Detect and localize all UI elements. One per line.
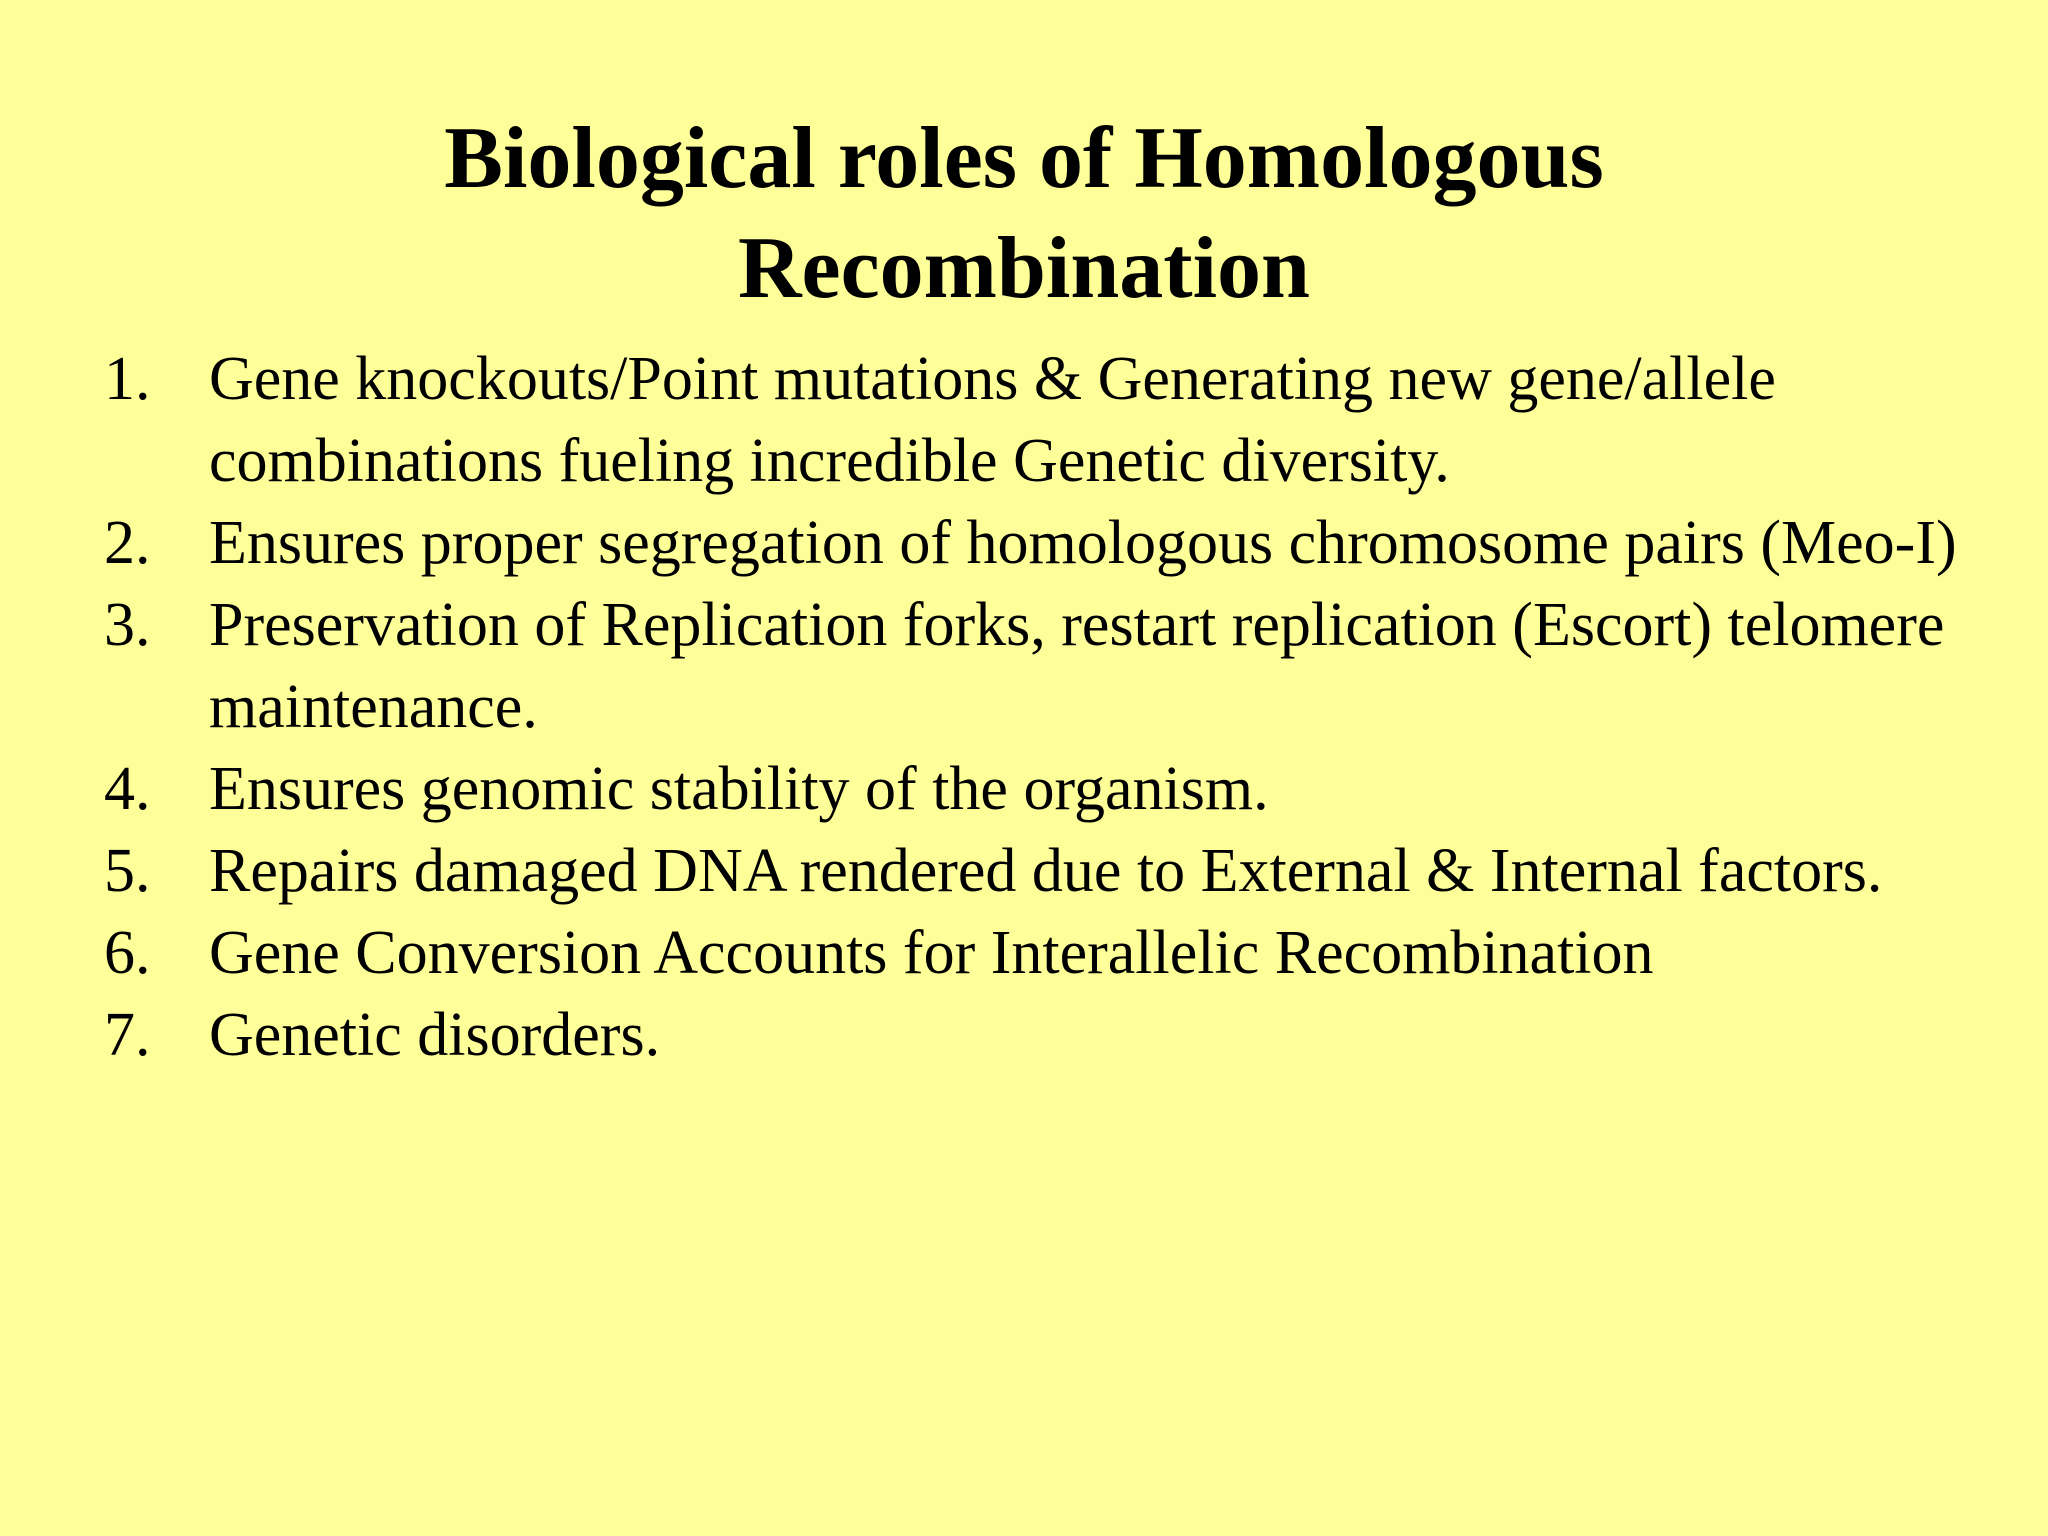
list-item-text: Genetic disorders. [209, 1001, 661, 1069]
list-item [0, 584, 1999, 748]
list-item-text: Repairs damaged DNA rendered due to External & Internal factors. [209, 837, 1883, 905]
roles-list [0, 338, 2048, 1076]
list-item [0, 912, 1999, 994]
list-item-number: 4. [104, 755, 151, 823]
slide-title-line-1: Biological roles of Homologous [444, 110, 1604, 207]
list-item [0, 502, 1999, 584]
list-item-text: Gene Conversion Accounts for Interallelic Recombination [209, 919, 1654, 987]
list-item-text: Ensures proper segregation of homologous chromosome pairs (Meo-I) [209, 509, 1957, 577]
list-item-text: Ensures genomic stability of the organism. [209, 755, 1269, 823]
list-item-number: 1. [104, 345, 151, 413]
slide-title-line-2: Recombination [738, 220, 1310, 317]
list-item-number: 7. [104, 1001, 151, 1069]
list-item [0, 748, 1999, 830]
list-item-number: 6. [104, 919, 151, 987]
list-item [0, 338, 1999, 502]
slide-title [0, 104, 2048, 324]
list-item-number: 2. [104, 509, 151, 577]
list-item-number: 3. [104, 591, 151, 659]
list-item [0, 830, 1999, 912]
list-item-number: 5. [104, 837, 151, 905]
list-item-text: Gene knockouts/Point mutations & Generating new gene/allele combinations fueling incredible Genetic diversity. [209, 345, 1776, 495]
list-item-text: Preservation of Replication forks, restart replication (Escort) telomere maintenance. [209, 591, 1945, 741]
list-item [0, 994, 1999, 1076]
